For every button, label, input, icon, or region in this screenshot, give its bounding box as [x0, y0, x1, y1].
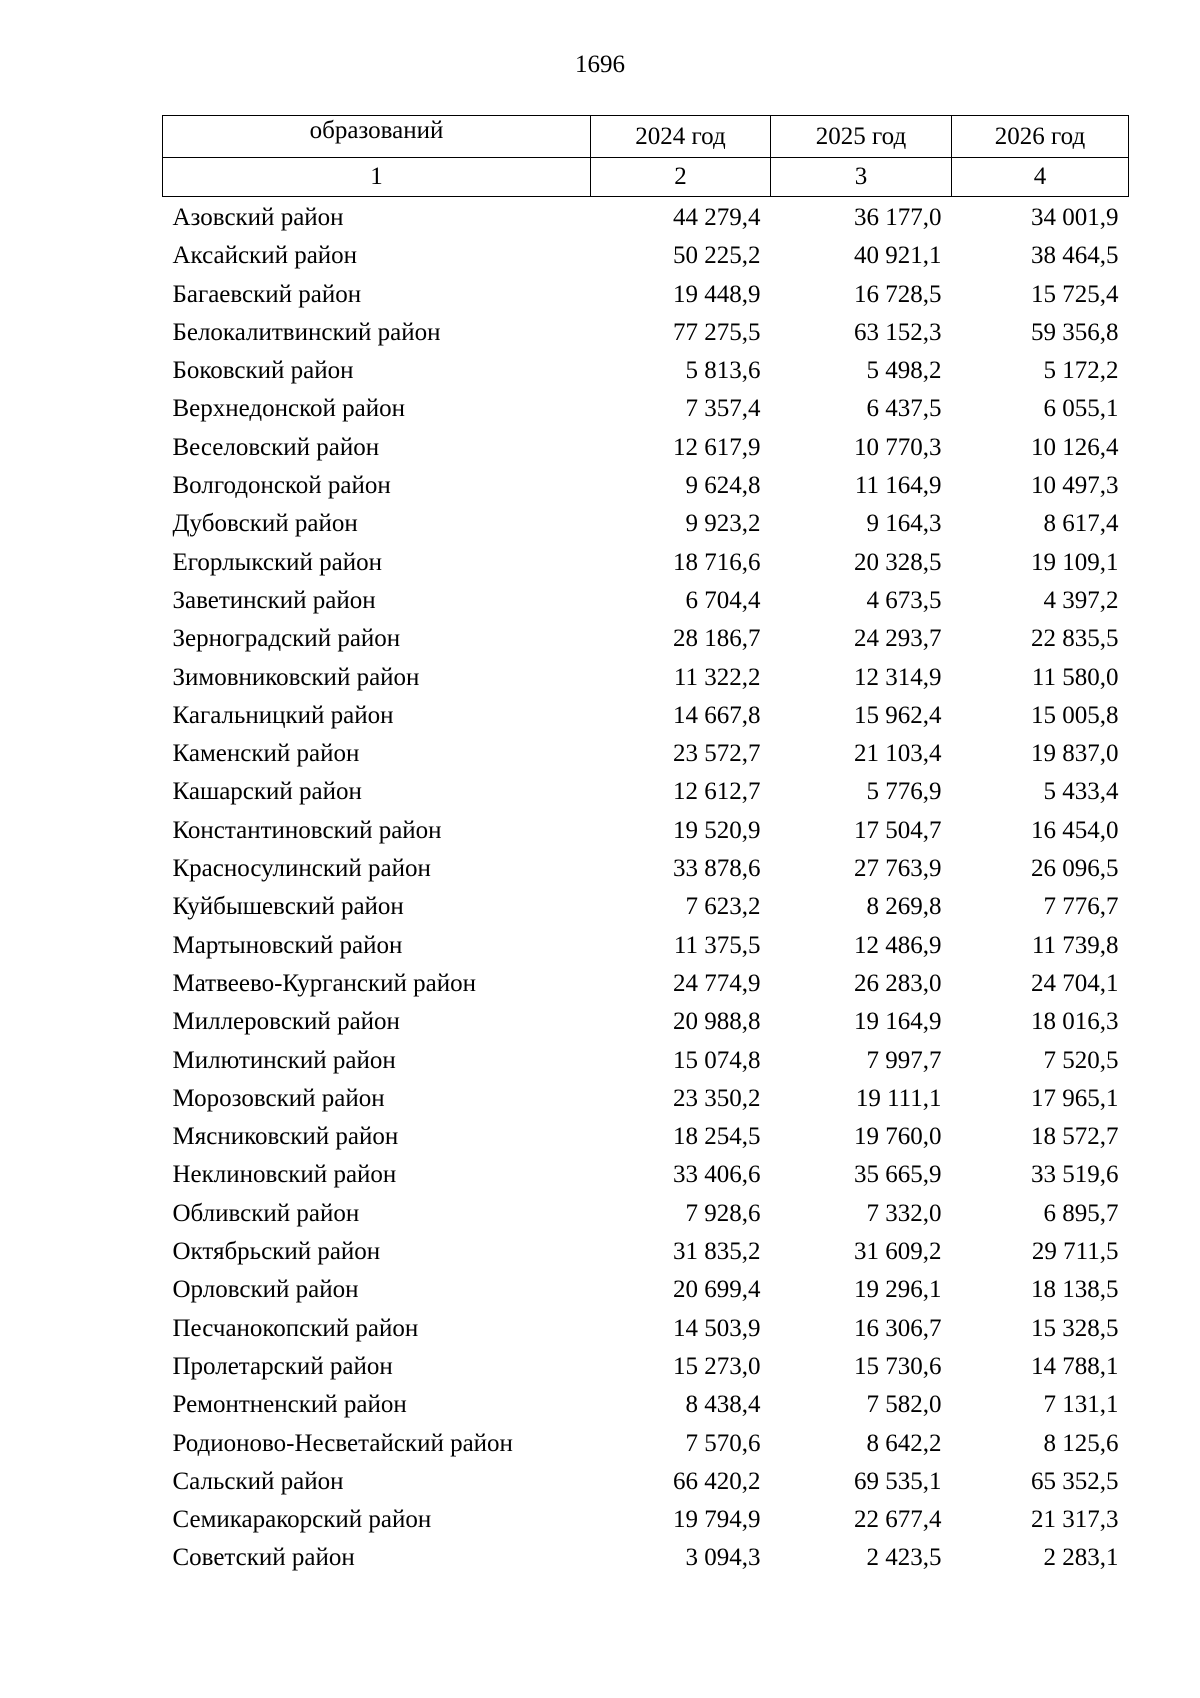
district-name: Куйбышевский район [172, 893, 404, 921]
value-2025: 19 296,1 [854, 1276, 942, 1304]
district-name: Дубовский район [172, 510, 358, 538]
value-2026: 10 126,4 [1031, 433, 1119, 461]
district-name: Песчанокопский район [172, 1314, 419, 1342]
value-2025: 21 103,4 [854, 740, 942, 768]
budget-table [162, 115, 1129, 1578]
value-2026: 15 725,4 [1031, 280, 1119, 308]
value-2024: 66 420,2 [673, 1467, 761, 1495]
value-2024: 44 279,4 [673, 204, 761, 231]
value-2024: 23 350,2 [673, 1084, 761, 1112]
value-2024: 12 612,7 [673, 778, 761, 806]
district-name: Сальский район [172, 1467, 344, 1495]
table-row [163, 429, 1129, 467]
district-name: Зерноградский район [172, 625, 401, 653]
column-number-2: 2 [591, 158, 771, 197]
table-row [163, 1156, 1129, 1194]
district-name: Белокалитвинский район [172, 318, 441, 346]
district-name: Зимовниковский район [172, 663, 420, 691]
value-2025: 27 763,9 [854, 855, 942, 883]
value-2026: 15 005,8 [1031, 701, 1119, 729]
table-row [163, 1271, 1129, 1309]
value-2025: 12 486,9 [854, 931, 942, 959]
value-2026: 38 464,5 [1031, 242, 1119, 270]
table-row [163, 1310, 1129, 1348]
value-2024: 31 835,2 [673, 1238, 761, 1266]
value-2026: 7 520,5 [1043, 1046, 1119, 1074]
district-name: Боковский район [172, 357, 354, 385]
table-row [163, 1501, 1129, 1539]
value-2026: 6 055,1 [1043, 395, 1119, 423]
table-row [163, 276, 1129, 314]
district-name: Заветинский район [172, 586, 376, 614]
district-name: Верхнедонской район [172, 395, 405, 423]
district-name: Азовский район [172, 204, 344, 231]
value-2025: 5 498,2 [866, 357, 942, 385]
value-2026: 5 172,2 [1043, 357, 1119, 385]
value-2025: 4 673,5 [866, 586, 942, 614]
value-2026: 18 138,5 [1031, 1276, 1119, 1304]
value-2026: 7 776,7 [1043, 893, 1119, 921]
table-row [163, 1386, 1129, 1424]
district-name: Семикаракорский район [172, 1506, 432, 1534]
district-name: Матвеево-Курганский район [172, 969, 477, 997]
value-2024: 15 273,0 [673, 1352, 761, 1380]
table-row [163, 697, 1129, 735]
value-2024: 19 520,9 [673, 816, 761, 844]
value-2024: 19 448,9 [673, 280, 761, 308]
value-2025: 36 177,0 [854, 204, 942, 231]
table-row [163, 467, 1129, 505]
value-2025: 31 609,2 [854, 1238, 942, 1266]
value-2024: 18 716,6 [673, 548, 761, 576]
value-2025: 20 328,5 [854, 548, 942, 576]
value-2026: 14 788,1 [1031, 1352, 1119, 1380]
value-2025: 6 437,5 [866, 395, 942, 423]
table-row [163, 850, 1129, 888]
value-2026: 8 125,6 [1043, 1429, 1119, 1457]
value-2026: 21 317,3 [1031, 1506, 1119, 1534]
table-row [163, 659, 1129, 697]
value-2024: 20 988,8 [673, 1008, 761, 1036]
table-row [163, 927, 1129, 965]
value-2025: 26 283,0 [854, 969, 942, 997]
table-row [163, 773, 1129, 811]
value-2025: 63 152,3 [854, 318, 942, 346]
value-2025: 7 997,7 [866, 1046, 942, 1074]
table-row [163, 505, 1129, 543]
district-name: Ремонтненский район [172, 1391, 407, 1419]
table-row [163, 544, 1129, 582]
district-name: Багаевский район [172, 280, 362, 308]
value-2026: 11 580,0 [1031, 663, 1119, 691]
value-2024: 50 225,2 [673, 242, 761, 270]
district-name: Пролетарский район [172, 1352, 393, 1380]
value-2025: 9 164,3 [866, 510, 942, 538]
value-2024: 7 357,4 [685, 395, 761, 423]
table-row [163, 1348, 1129, 1386]
value-2025: 5 776,9 [866, 778, 942, 806]
value-2025: 7 332,0 [866, 1199, 942, 1227]
value-2024: 12 617,9 [673, 433, 761, 461]
table-row [163, 735, 1129, 773]
value-2026: 6 895,7 [1043, 1199, 1119, 1227]
value-2024: 5 813,6 [685, 357, 761, 385]
table-row [163, 1425, 1129, 1463]
value-2026: 17 965,1 [1031, 1084, 1119, 1112]
value-2025: 10 770,3 [854, 433, 942, 461]
table-row [163, 1463, 1129, 1501]
value-2024: 8 438,4 [685, 1391, 761, 1419]
value-2025: 15 730,6 [854, 1352, 942, 1380]
table-row [163, 390, 1129, 428]
value-2026: 19 837,0 [1031, 740, 1119, 768]
value-2025: 69 535,1 [854, 1467, 942, 1495]
table-row [163, 1539, 1129, 1577]
district-name: Мясниковский район [172, 1123, 399, 1151]
table-row [163, 1003, 1129, 1041]
district-name: Миллеровский район [172, 1008, 400, 1036]
value-2024: 28 186,7 [673, 625, 761, 653]
header-2025: 2025 год [771, 116, 952, 158]
value-2024: 14 503,9 [673, 1314, 761, 1342]
table-row [163, 812, 1129, 850]
table-row [163, 965, 1129, 1003]
table-header-row [163, 116, 1129, 158]
table-row [163, 1195, 1129, 1233]
value-2026: 2 283,1 [1043, 1544, 1119, 1572]
value-2025: 7 582,0 [866, 1391, 942, 1419]
value-2024: 7 570,6 [685, 1429, 761, 1457]
district-name: Кашарский район [172, 778, 362, 806]
value-2025: 19 760,0 [854, 1123, 942, 1151]
table-row [163, 1080, 1129, 1118]
value-2026: 15 328,5 [1031, 1314, 1119, 1342]
value-2025: 11 164,9 [854, 472, 942, 500]
value-2024: 3 094,3 [685, 1544, 761, 1572]
value-2024: 33 406,6 [673, 1161, 761, 1189]
value-2024: 7 623,2 [685, 893, 761, 921]
value-2026: 59 356,8 [1031, 318, 1119, 346]
column-number-1: 1 [163, 158, 591, 197]
value-2025: 22 677,4 [854, 1506, 942, 1534]
table-row [163, 1233, 1129, 1271]
table-row [163, 237, 1129, 275]
value-2025: 8 269,8 [866, 893, 942, 921]
value-2024: 23 572,7 [673, 740, 761, 768]
value-2026: 34 001,9 [1031, 204, 1119, 231]
value-2024: 24 774,9 [673, 969, 761, 997]
header-2026: 2026 год [952, 116, 1129, 158]
table-row [163, 1042, 1129, 1080]
value-2025: 17 504,7 [854, 816, 942, 844]
value-2024: 9 624,8 [685, 472, 761, 500]
value-2026: 7 131,1 [1043, 1391, 1119, 1419]
value-2024: 18 254,5 [673, 1123, 761, 1151]
value-2026: 24 704,1 [1031, 969, 1119, 997]
value-2024: 15 074,8 [673, 1046, 761, 1074]
table-column-number-row [163, 158, 1129, 197]
value-2024: 11 322,2 [673, 663, 761, 691]
value-2026: 33 519,6 [1031, 1161, 1119, 1189]
table-row [163, 582, 1129, 620]
table-row [163, 888, 1129, 926]
value-2024: 11 375,5 [673, 931, 761, 959]
header-2024: 2024 год [591, 116, 771, 158]
value-2024: 33 878,6 [673, 855, 761, 883]
value-2025: 8 642,2 [866, 1429, 942, 1457]
value-2024: 7 928,6 [685, 1199, 761, 1227]
table-row [163, 314, 1129, 352]
district-name: Волгодонской район [172, 472, 391, 500]
district-name: Каменский район [172, 740, 360, 768]
value-2026: 18 016,3 [1031, 1008, 1119, 1036]
district-name: Советский район [172, 1544, 355, 1572]
value-2025: 19 164,9 [854, 1008, 942, 1036]
value-2024: 77 275,5 [673, 318, 761, 346]
value-2025: 40 921,1 [854, 242, 942, 270]
table-row [163, 620, 1129, 658]
value-2026: 19 109,1 [1031, 548, 1119, 576]
value-2026: 5 433,4 [1043, 778, 1119, 806]
district-name: Кагальницкий район [172, 701, 394, 729]
column-number-4: 4 [952, 158, 1129, 197]
value-2024: 20 699,4 [673, 1276, 761, 1304]
value-2024: 19 794,9 [673, 1506, 761, 1534]
value-2025: 16 306,7 [854, 1314, 942, 1342]
district-name: Орловский район [172, 1276, 359, 1304]
district-name: Неклиновский район [172, 1161, 397, 1189]
table-row [163, 352, 1129, 390]
value-2026: 10 497,3 [1031, 472, 1119, 500]
value-2025: 35 665,9 [854, 1161, 942, 1189]
value-2025: 15 962,4 [854, 701, 942, 729]
table-row [163, 199, 1129, 237]
value-2026: 26 096,5 [1031, 855, 1119, 883]
value-2026: 22 835,5 [1031, 625, 1119, 653]
value-2026: 18 572,7 [1031, 1123, 1119, 1151]
district-name: Октябрьский район [172, 1238, 381, 1266]
value-2024: 14 667,8 [673, 701, 761, 729]
value-2024: 6 704,4 [685, 586, 761, 614]
value-2025: 24 293,7 [854, 625, 942, 653]
district-name: Егорлыкский район [172, 548, 382, 576]
district-name: Константиновский район [172, 816, 442, 844]
district-name: Милютинский район [172, 1046, 396, 1074]
header-municipality: образований [163, 116, 591, 158]
value-2025: 2 423,5 [866, 1544, 942, 1572]
value-2025: 16 728,5 [854, 280, 942, 308]
page-number: 1696 [575, 51, 625, 78]
value-2025: 19 111,1 [855, 1084, 942, 1112]
value-2026: 29 711,5 [1031, 1238, 1119, 1266]
value-2026: 65 352,5 [1031, 1467, 1119, 1495]
district-name: Веселовский район [172, 433, 380, 461]
district-name: Красносулинский район [172, 855, 431, 883]
value-2025: 12 314,9 [854, 663, 942, 691]
district-name: Родионово-Несветайский район [172, 1429, 513, 1457]
district-name: Морозовский район [172, 1084, 385, 1112]
district-name: Аксайский район [172, 242, 358, 270]
value-2026: 16 454,0 [1031, 816, 1119, 844]
table-body [163, 197, 1129, 1578]
value-2026: 4 397,2 [1043, 586, 1119, 614]
district-name: Мартыновский район [172, 931, 403, 959]
table-row [163, 1118, 1129, 1156]
value-2024: 9 923,2 [685, 510, 761, 538]
district-name: Обливский район [172, 1199, 360, 1227]
value-2026: 8 617,4 [1043, 510, 1119, 538]
value-2026: 11 739,8 [1031, 931, 1119, 959]
column-number-3: 3 [771, 158, 952, 197]
